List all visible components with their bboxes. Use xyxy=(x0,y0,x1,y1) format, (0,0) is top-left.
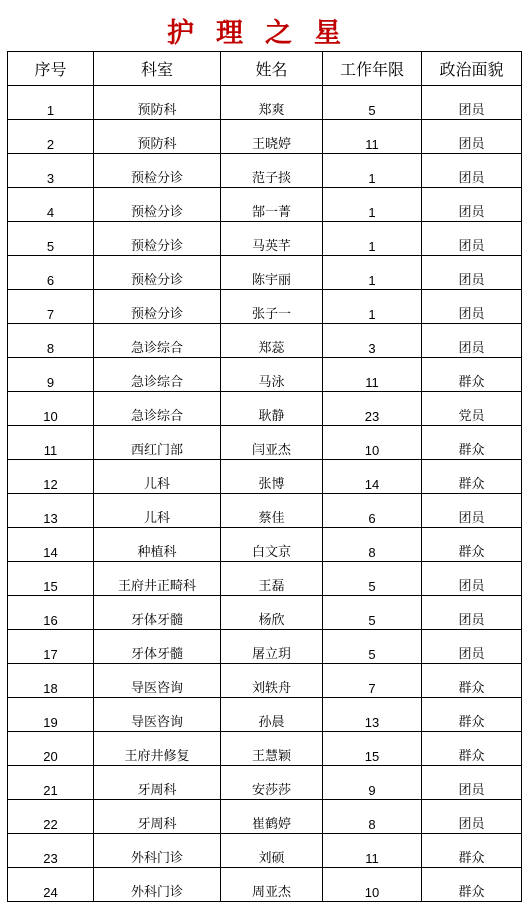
table-row xyxy=(8,630,522,664)
table-row xyxy=(8,324,522,358)
cell-index: 20 xyxy=(8,732,94,766)
cell-name: 郑爽 xyxy=(221,86,323,120)
cell-political-status: 群众 xyxy=(422,698,522,732)
cell-political-status: 团员 xyxy=(422,290,522,324)
cell-department: 外科门诊 xyxy=(94,868,221,902)
cell-political-status: 群众 xyxy=(422,358,522,392)
cell-index: 7 xyxy=(8,290,94,324)
cell-years: 5 xyxy=(323,562,422,596)
cell-name: 马泳 xyxy=(221,358,323,392)
cell-name: 刘轶舟 xyxy=(221,664,323,698)
cell-political-status: 群众 xyxy=(422,664,522,698)
table-row xyxy=(8,188,522,222)
table-row xyxy=(8,426,522,460)
table-row xyxy=(8,562,522,596)
cell-political-status: 群众 xyxy=(422,834,522,868)
cell-index: 22 xyxy=(8,800,94,834)
cell-index: 18 xyxy=(8,664,94,698)
cell-index: 10 xyxy=(8,392,94,426)
cell-years: 5 xyxy=(323,630,422,664)
cell-political-status: 群众 xyxy=(422,732,522,766)
cell-department: 急诊综合 xyxy=(94,324,221,358)
cell-department: 急诊综合 xyxy=(94,392,221,426)
cell-years: 1 xyxy=(323,256,422,290)
header-index: 序号 xyxy=(8,52,94,86)
cell-years: 9 xyxy=(323,766,422,800)
cell-name: 杨欣 xyxy=(221,596,323,630)
cell-index: 8 xyxy=(8,324,94,358)
cell-department: 西红门部 xyxy=(94,426,221,460)
table-row xyxy=(8,698,522,732)
cell-years: 3 xyxy=(323,324,422,358)
cell-name: 郜一菁 xyxy=(221,188,323,222)
cell-name: 崔鹤婷 xyxy=(221,800,323,834)
cell-department: 外科门诊 xyxy=(94,834,221,868)
table-row xyxy=(8,154,522,188)
cell-years: 1 xyxy=(323,290,422,324)
cell-years: 6 xyxy=(323,494,422,528)
cell-political-status: 团员 xyxy=(422,222,522,256)
table-row xyxy=(8,732,522,766)
cell-index: 16 xyxy=(8,596,94,630)
cell-department: 预防科 xyxy=(94,120,221,154)
cell-years: 5 xyxy=(323,86,422,120)
cell-political-status: 团员 xyxy=(422,256,522,290)
cell-years: 10 xyxy=(323,426,422,460)
cell-index: 2 xyxy=(8,120,94,154)
cell-index: 1 xyxy=(8,86,94,120)
cell-department: 急诊综合 xyxy=(94,358,221,392)
cell-years: 11 xyxy=(323,834,422,868)
header-political-status: 政治面貌 xyxy=(422,52,522,86)
cell-years: 1 xyxy=(323,188,422,222)
header-name: 姓名 xyxy=(221,52,323,86)
cell-index: 9 xyxy=(8,358,94,392)
table-row xyxy=(8,494,522,528)
nurse-star-table xyxy=(7,51,522,902)
cell-name: 马英芊 xyxy=(221,222,323,256)
cell-political-status: 团员 xyxy=(422,154,522,188)
cell-political-status: 群众 xyxy=(422,426,522,460)
table-row xyxy=(8,528,522,562)
cell-name: 王慧颖 xyxy=(221,732,323,766)
cell-department: 预检分诊 xyxy=(94,290,221,324)
table-row xyxy=(8,596,522,630)
cell-index: 6 xyxy=(8,256,94,290)
cell-name: 耿静 xyxy=(221,392,323,426)
cell-years: 10 xyxy=(323,868,422,902)
cell-political-status: 团员 xyxy=(422,494,522,528)
cell-name: 张博 xyxy=(221,460,323,494)
cell-name: 安莎莎 xyxy=(221,766,323,800)
cell-political-status: 群众 xyxy=(422,528,522,562)
cell-name: 蔡佳 xyxy=(221,494,323,528)
page-title: 护理之星 xyxy=(167,18,363,49)
cell-political-status: 团员 xyxy=(422,188,522,222)
cell-department: 预检分诊 xyxy=(94,154,221,188)
cell-years: 8 xyxy=(323,800,422,834)
cell-department: 种植科 xyxy=(94,528,221,562)
cell-department: 牙周科 xyxy=(94,800,221,834)
table-row xyxy=(8,86,522,120)
cell-index: 5 xyxy=(8,222,94,256)
table-row xyxy=(8,868,522,902)
header-department: 科室 xyxy=(94,52,221,86)
cell-name: 刘硕 xyxy=(221,834,323,868)
cell-years: 5 xyxy=(323,596,422,630)
table-row xyxy=(8,358,522,392)
cell-index: 23 xyxy=(8,834,94,868)
cell-index: 4 xyxy=(8,188,94,222)
cell-name: 孙晨 xyxy=(221,698,323,732)
cell-political-status: 团员 xyxy=(422,86,522,120)
table-header-row xyxy=(8,52,522,86)
cell-political-status: 群众 xyxy=(422,460,522,494)
cell-department: 预检分诊 xyxy=(94,188,221,222)
cell-index: 21 xyxy=(8,766,94,800)
cell-political-status: 团员 xyxy=(422,324,522,358)
cell-department: 预检分诊 xyxy=(94,222,221,256)
cell-index: 19 xyxy=(8,698,94,732)
table-row xyxy=(8,120,522,154)
table-row xyxy=(8,834,522,868)
cell-department: 预检分诊 xyxy=(94,256,221,290)
table-row xyxy=(8,392,522,426)
cell-department: 导医咨询 xyxy=(94,664,221,698)
table-row xyxy=(8,800,522,834)
header-years: 工作年限 xyxy=(323,52,422,86)
cell-years: 15 xyxy=(323,732,422,766)
cell-department: 儿科 xyxy=(94,460,221,494)
cell-name: 白文京 xyxy=(221,528,323,562)
cell-index: 14 xyxy=(8,528,94,562)
cell-department: 预防科 xyxy=(94,86,221,120)
cell-index: 3 xyxy=(8,154,94,188)
cell-years: 11 xyxy=(323,120,422,154)
cell-political-status: 团员 xyxy=(422,596,522,630)
cell-political-status: 团员 xyxy=(422,120,522,154)
cell-years: 7 xyxy=(323,664,422,698)
cell-years: 1 xyxy=(323,222,422,256)
cell-department: 牙体牙髓 xyxy=(94,630,221,664)
cell-years: 14 xyxy=(323,460,422,494)
cell-name: 屠立玥 xyxy=(221,630,323,664)
cell-department: 儿科 xyxy=(94,494,221,528)
table-row xyxy=(8,256,522,290)
cell-name: 陈宇丽 xyxy=(221,256,323,290)
cell-political-status: 团员 xyxy=(422,562,522,596)
cell-name: 范子掞 xyxy=(221,154,323,188)
cell-political-status: 团员 xyxy=(422,630,522,664)
cell-index: 15 xyxy=(8,562,94,596)
cell-name: 王晓婷 xyxy=(221,120,323,154)
cell-political-status: 群众 xyxy=(422,868,522,902)
cell-political-status: 团员 xyxy=(422,766,522,800)
table-row xyxy=(8,664,522,698)
cell-index: 12 xyxy=(8,460,94,494)
cell-years: 13 xyxy=(323,698,422,732)
cell-years: 23 xyxy=(323,392,422,426)
cell-index: 17 xyxy=(8,630,94,664)
cell-name: 郑蕊 xyxy=(221,324,323,358)
cell-years: 11 xyxy=(323,358,422,392)
cell-name: 张子一 xyxy=(221,290,323,324)
cell-name: 闫亚杰 xyxy=(221,426,323,460)
cell-political-status: 党员 xyxy=(422,392,522,426)
cell-name: 周亚杰 xyxy=(221,868,323,902)
table-row xyxy=(8,460,522,494)
table-row xyxy=(8,766,522,800)
cell-index: 24 xyxy=(8,868,94,902)
cell-department: 王府井正畸科 xyxy=(94,562,221,596)
cell-department: 牙周科 xyxy=(94,766,221,800)
cell-department: 王府井修复 xyxy=(94,732,221,766)
cell-department: 牙体牙髓 xyxy=(94,596,221,630)
cell-index: 11 xyxy=(8,426,94,460)
cell-department: 导医咨询 xyxy=(94,698,221,732)
cell-years: 1 xyxy=(323,154,422,188)
cell-name: 王磊 xyxy=(221,562,323,596)
cell-political-status: 团员 xyxy=(422,800,522,834)
cell-years: 8 xyxy=(323,528,422,562)
table-row xyxy=(8,290,522,324)
cell-index: 13 xyxy=(8,494,94,528)
table-row xyxy=(8,222,522,256)
